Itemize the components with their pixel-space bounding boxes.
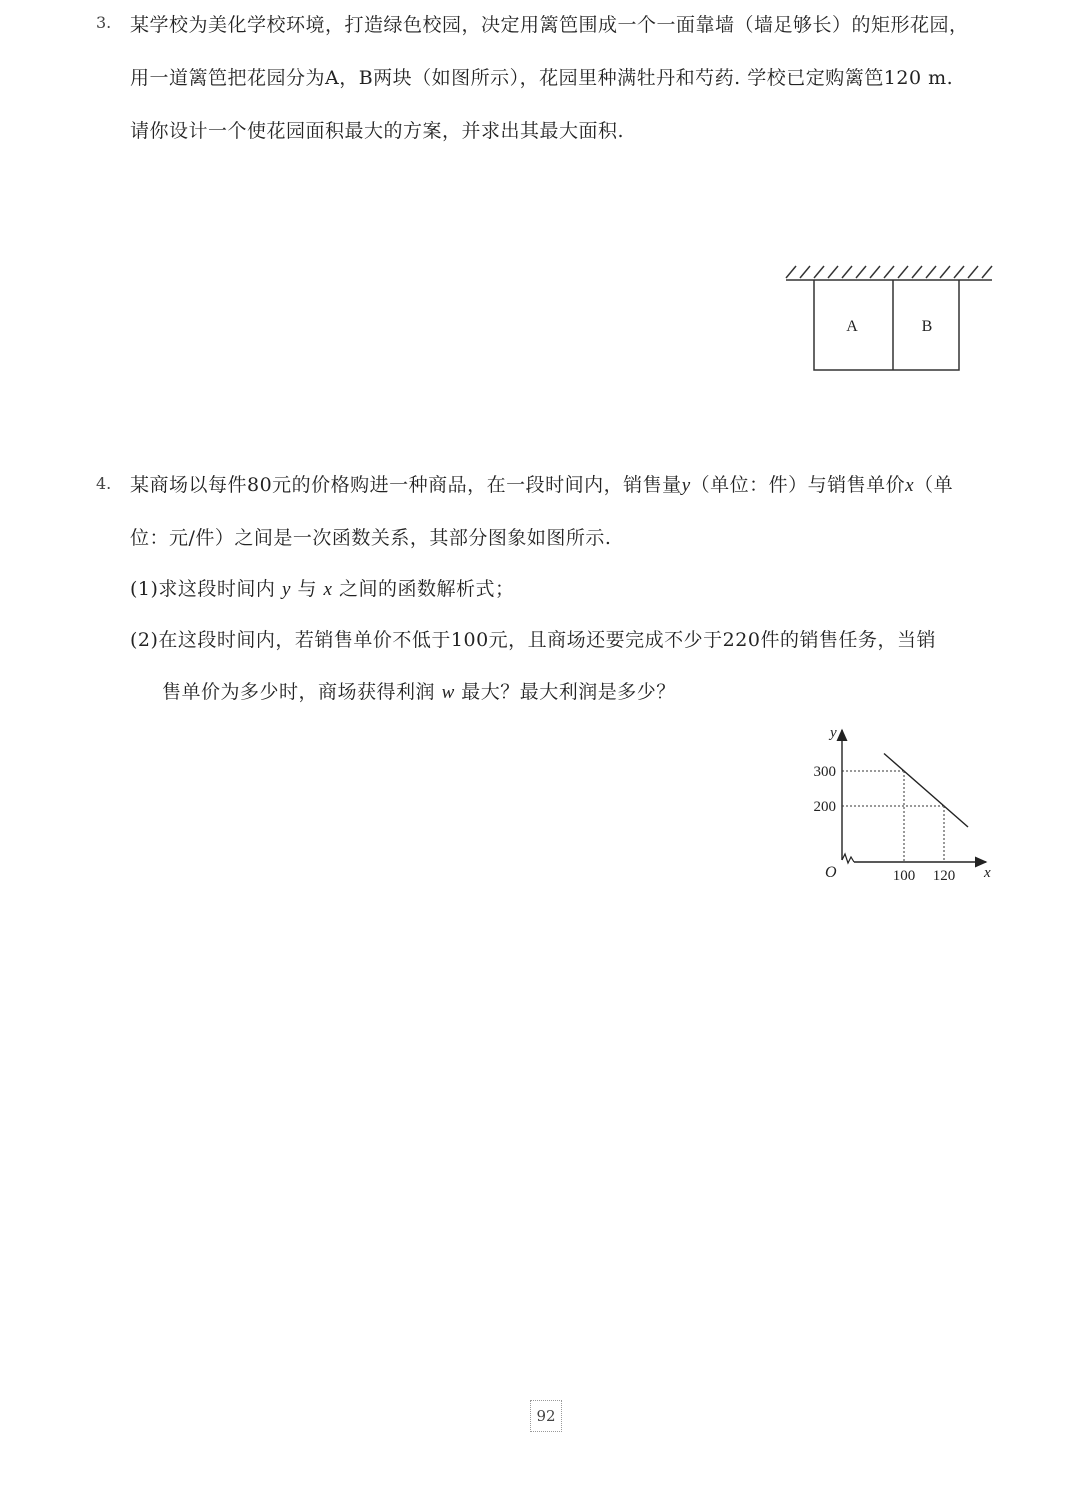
q4-line-2: 位：元/件）之间是一次函数关系，其部分图象如图所示. bbox=[130, 527, 612, 549]
y-axis-label: y bbox=[830, 725, 837, 741]
q4-sub-1-x: x bbox=[323, 579, 333, 600]
series-line bbox=[884, 754, 968, 828]
garden-figure bbox=[780, 258, 1000, 378]
x-tick-label-120: 120 bbox=[932, 868, 956, 884]
sales-graph bbox=[800, 720, 1000, 890]
q3-line-1: 某学校为美化学校环境，打造绿色校园，决定用篱笆围成一个一面靠墙（墙足够长）的矩形花园， bbox=[130, 14, 969, 36]
y-tick-label-200: 200 bbox=[813, 799, 836, 815]
x-tick-label-100: 100 bbox=[892, 868, 916, 884]
q4-line-1-pre: 某商场以每件80元的价格购进一种商品，在一段时间内，销售量 bbox=[130, 474, 682, 496]
q4-number: 4. bbox=[96, 474, 112, 493]
q4-sub-1-pre: (1)求这段时间内 bbox=[130, 578, 276, 600]
x-axis-label: x bbox=[984, 865, 991, 881]
q4-sub-2-line-1: (2)在这段时间内，若销售单价不低于100元，且商场还要完成不少于220件的销售任务，当销 bbox=[130, 629, 936, 651]
q4-line-1 bbox=[130, 470, 953, 497]
q3-line-3: 请你设计一个使花园面积最大的方案，并求出其最大面积. bbox=[130, 120, 625, 142]
q3-line-2: 用一道篱笆把花园分为A，B两块（如图所示），花园里种满牡丹和芍药. 学校已定购篱笆120 m. bbox=[130, 67, 954, 89]
page-number: 92 bbox=[530, 1400, 562, 1432]
origin-label: O bbox=[825, 864, 837, 881]
q3-number: 3. bbox=[96, 13, 112, 32]
wall-hatching bbox=[786, 266, 992, 280]
q4-sub-2-post: 最大？最大利润是多少？ bbox=[461, 681, 676, 703]
q4-line-1-mid: （单位：件）与销售单价 bbox=[690, 474, 906, 496]
q4-sub-2-pre: 售单价为多少时，商场获得利润 bbox=[162, 681, 436, 703]
region-a-label: A bbox=[846, 318, 858, 335]
garden-fence bbox=[814, 280, 959, 370]
q4-line-1-post: （单 bbox=[914, 474, 954, 496]
q4-sub-1-post: 之间的函数解析式； bbox=[339, 578, 515, 600]
q4-var-w: w bbox=[441, 682, 455, 703]
q4-var-y: y bbox=[681, 475, 691, 496]
q4-sub-1-mid: 与 bbox=[297, 578, 317, 600]
q4-var-x: x bbox=[905, 475, 915, 496]
x-axis-break bbox=[842, 854, 854, 863]
region-b-label: B bbox=[921, 318, 933, 335]
q4-sub-1 bbox=[130, 574, 515, 601]
q4-sub-1-y: y bbox=[281, 579, 291, 600]
q4-sub-2-line-2 bbox=[162, 677, 676, 704]
y-tick-label-300: 300 bbox=[813, 764, 836, 780]
